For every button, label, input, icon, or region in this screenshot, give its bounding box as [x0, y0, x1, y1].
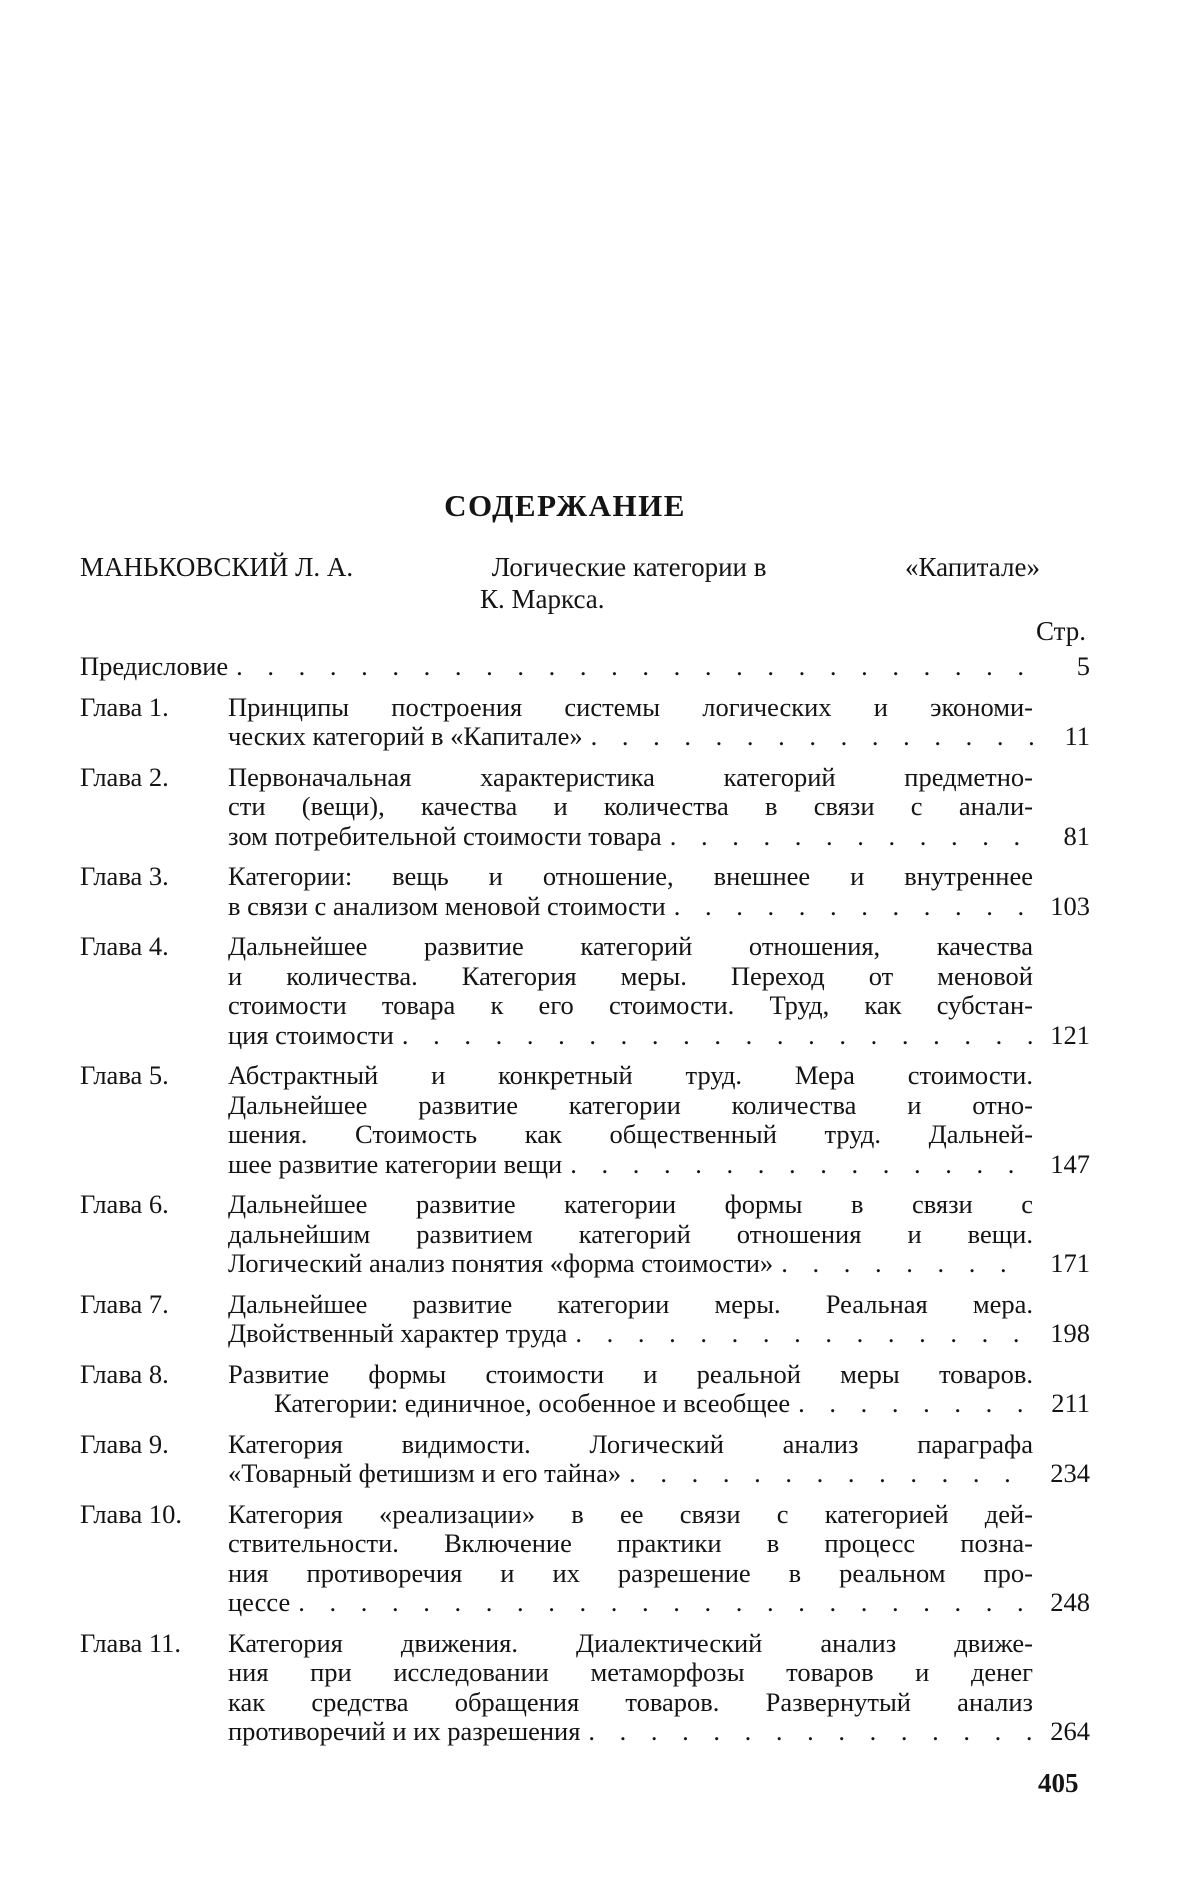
toc-entry — [80, 932, 1090, 1050]
toc-page-number: 198 — [1050, 1318, 1090, 1348]
toc-entry-label: Глава 3. — [80, 861, 169, 891]
toc-title-line: ния противоречия и их разрешение в реальном про- — [228, 1557, 1033, 1588]
toc-entry-title — [80, 652, 1033, 682]
dot-leader — [567, 1319, 1033, 1349]
toc-page-number: 81 — [1063, 820, 1090, 851]
toc-entry — [80, 1430, 1090, 1489]
toc-entry — [80, 1061, 1090, 1179]
toc-title-line: ствительности. Включение практики в процесс позна- — [228, 1528, 1033, 1558]
dot-leader — [621, 1459, 1033, 1489]
dot-leader — [290, 1588, 1033, 1618]
toc-title-line: Категория «реализации» в ее связи с категорией дей- — [228, 1498, 1033, 1529]
toc-title-line: Абстрактный и конкретный труд. Мера стоимости. — [228, 1060, 1033, 1090]
toc-page-number: 234 — [1050, 1458, 1090, 1488]
toc-page-number: 5 — [1076, 651, 1090, 681]
page-heading: СОДЕРЖАНИЕ — [444, 488, 686, 523]
toc-entry-label: Глава 5. — [80, 1060, 169, 1090]
toc-title-line: и количества. Категория меры. Переход от меновой — [228, 960, 1033, 991]
toc-entry-label: Глава 4. — [80, 931, 169, 961]
toc-title-last-line: Двойственный характер труда — [228, 1318, 568, 1348]
toc-entry-label: Глава 6. — [80, 1189, 169, 1219]
dot-leader — [790, 1389, 1033, 1419]
toc-entry — [80, 862, 1090, 921]
dot-leader — [228, 652, 1033, 682]
toc-page-number: 171 — [1050, 1248, 1090, 1278]
dot-leader — [662, 822, 1033, 852]
toc-title-last-line: Категории: единичное, особенное и всеобщее — [274, 1388, 791, 1418]
toc-title-line: Первоначальная характеристика категорий предметно- — [228, 761, 1033, 792]
toc-entry — [80, 1500, 1090, 1618]
toc-entry-title — [228, 1500, 1033, 1618]
toc-title-line: Развитие формы стоимости и реальной меры товаров. — [228, 1358, 1033, 1389]
dot-leader — [562, 1150, 1033, 1180]
toc-title-last-line: в связи с анализом меновой стоимости — [228, 890, 666, 921]
toc-title-last-line: ческих категорий в «Капитале» — [228, 721, 583, 751]
toc-entry — [80, 693, 1090, 752]
toc-entry-title — [228, 862, 1033, 921]
toc-title-line: Принципы построения системы логических и экономи- — [228, 691, 1033, 722]
toc-entry — [80, 1190, 1090, 1279]
book-title-line2: К. Маркса. — [480, 584, 605, 614]
toc-page-number: 264 — [1050, 1716, 1090, 1746]
toc-entry-title — [228, 1061, 1033, 1179]
book-title-part2: «Капитале» — [904, 552, 1040, 582]
toc-page-number: 248 — [1050, 1587, 1090, 1617]
toc-title-line: Категория видимости. Логический анализ параграфа — [228, 1428, 1033, 1459]
toc-title-last-line: цессе — [228, 1587, 291, 1617]
dot-leader — [773, 1249, 1033, 1279]
toc-title-last-line: противоречий и их разрешения — [228, 1716, 581, 1746]
toc-entry-title — [228, 763, 1033, 852]
dot-leader — [580, 1717, 1033, 1747]
toc-entry-label: Глава 2. — [80, 761, 169, 792]
toc-title-line: стоимости товара к его стоимости. Труд, как субстан- — [228, 990, 1033, 1020]
toc-title-last-line: шее развитие категории вещи — [228, 1148, 563, 1179]
toc-entry — [80, 1290, 1090, 1349]
dot-leader — [666, 892, 1033, 922]
toc-entry — [80, 1629, 1090, 1747]
toc-title-last-line: Логический анализ понятия «форма стоимости» — [228, 1248, 774, 1278]
toc-entry — [80, 763, 1090, 852]
page-column-label: Стр. — [1036, 616, 1087, 646]
toc-page-number: 211 — [1051, 1388, 1090, 1418]
toc-title-line: как средства обращения товаров. Развернутый анализ — [228, 1686, 1033, 1717]
toc-entry-label: Предисловие — [80, 651, 229, 681]
dot-leader — [583, 722, 1033, 752]
toc-entry-title — [228, 693, 1033, 752]
table-of-contents — [80, 652, 1090, 1758]
toc-page-number: 11 — [1064, 721, 1090, 751]
toc-entry — [80, 1360, 1090, 1419]
toc-title-line: Дальнейшее развитие категорий отношения, качества — [228, 931, 1033, 961]
toc-title-line: дальнейшим развитием категорий отношения и вещи. — [228, 1218, 1033, 1249]
toc-title-line: ния при исследовании метаморфозы товаров и денег — [228, 1657, 1033, 1687]
toc-entry-title — [228, 932, 1033, 1050]
toc-title-last-line: ция стоимости — [228, 1019, 394, 1050]
toc-title-line: шения. Стоимость как общественный труд. Дальней- — [228, 1119, 1033, 1149]
toc-entry-label: Глава 7. — [80, 1288, 169, 1319]
toc-entry-label: Глава 9. — [80, 1428, 169, 1459]
toc-title-last-line: зом потребительной стоимости товара — [228, 820, 662, 851]
toc-entry-label: Глава 8. — [80, 1358, 169, 1389]
toc-entry-title — [228, 1430, 1033, 1489]
toc-entry — [80, 652, 1090, 682]
toc-title-last-line: «Товарный фетишизм и его тайна» — [228, 1458, 622, 1488]
toc-entry-label: Глава 11. — [80, 1627, 182, 1658]
book-title-part1: Логические категории в — [491, 552, 767, 582]
toc-entry-title — [228, 1629, 1033, 1747]
author-name: МАНЬКОВСКИЙ Л. А. — [80, 552, 354, 582]
toc-page-number: 103 — [1050, 890, 1090, 921]
toc-entry-label: Глава 1. — [80, 691, 169, 722]
toc-title-line: сти (вещи), качества и количества в связи с анали- — [228, 791, 1033, 821]
author-title-row — [80, 551, 1040, 583]
toc-entry-title — [228, 1360, 1033, 1419]
dot-leader — [394, 1021, 1033, 1051]
toc-title-line: Дальнейшее развитие категории меры. Реальная мера. — [228, 1288, 1033, 1319]
toc-title-line: Дальнейшее развитие категории формы в связи с — [228, 1189, 1033, 1219]
toc-entry-label: Глава 10. — [80, 1498, 182, 1529]
toc-title-line: Категория движения. Диалектический анализ движе- — [228, 1627, 1033, 1658]
toc-title-line: Дальнейшее развитие категории количества и отно- — [228, 1089, 1033, 1120]
author-title-block — [80, 551, 1040, 615]
page-number: 405 — [1038, 1768, 1079, 1798]
toc-entry-title — [228, 1190, 1033, 1279]
toc-entry-title — [228, 1290, 1033, 1349]
toc-page-number: 147 — [1050, 1148, 1090, 1179]
toc-title-line: Категории: вещь и отношение, внешнее и внутреннее — [228, 861, 1033, 891]
toc-page-number: 121 — [1050, 1019, 1090, 1050]
